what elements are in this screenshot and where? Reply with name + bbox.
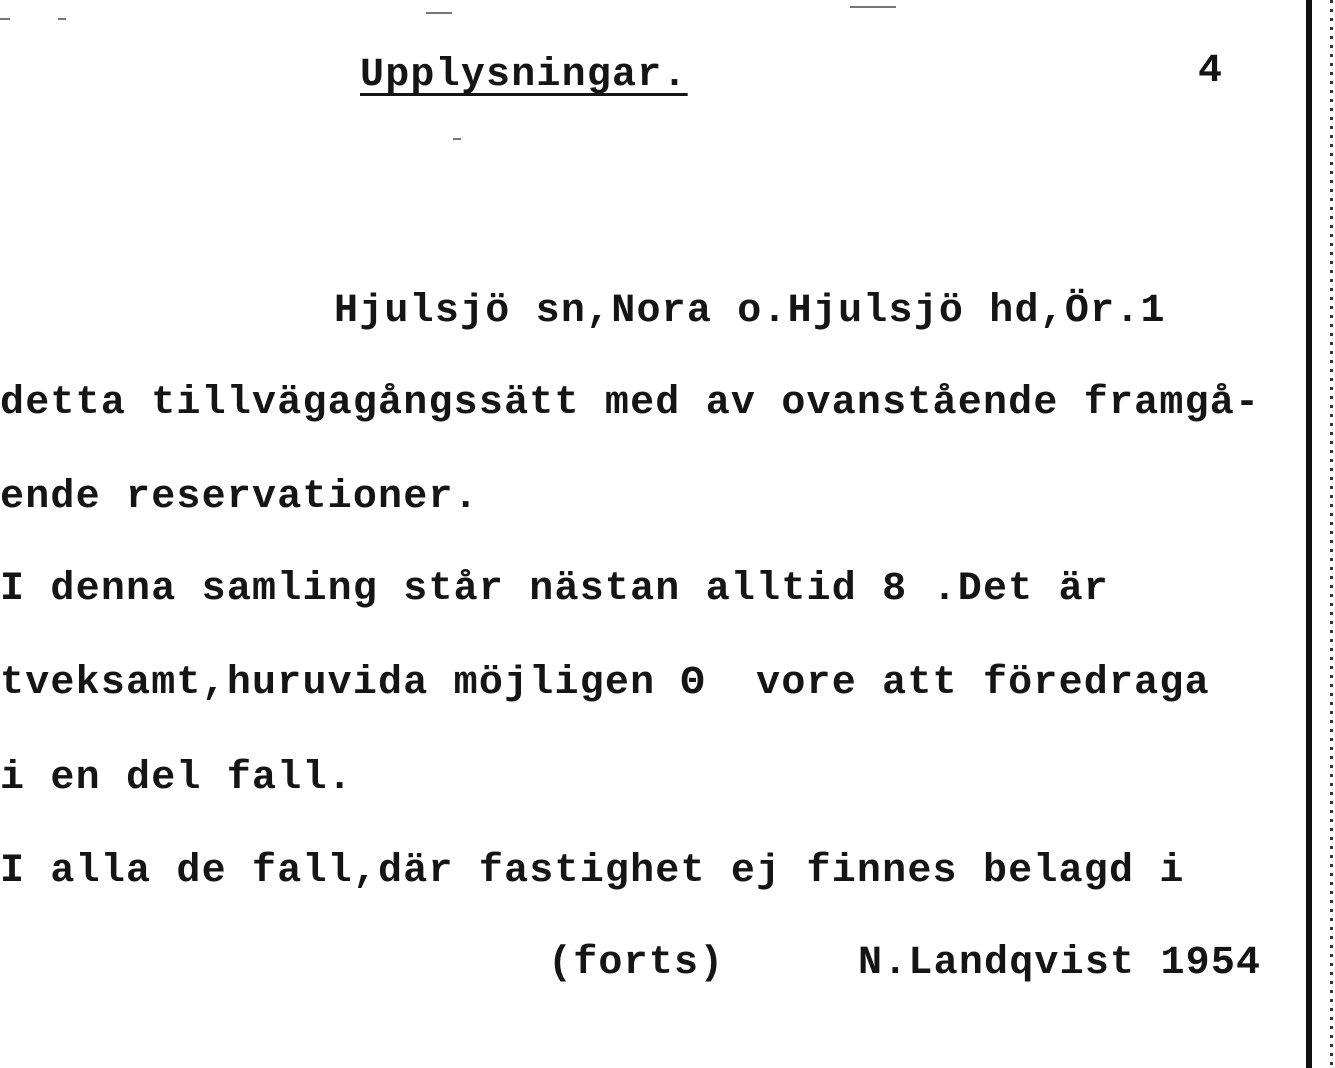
body-line-3: I denna samling står nästan alltid 8 .Det är	[0, 567, 1109, 612]
scan-speck	[0, 18, 10, 20]
body-line-4: tveksamt,huruvida möjligen Θ vore att föredraga	[0, 661, 1210, 706]
body-line-6: I alla de fall,där fastighet ej finnes belagd i	[0, 849, 1185, 894]
page-number: 4	[1198, 49, 1224, 94]
continuation-mark: (forts)	[548, 941, 725, 986]
scan-speck	[453, 138, 461, 140]
body-line-5: i en del fall.	[0, 756, 353, 801]
place-heading: Hjulsjö sn,Nora o.Hjulsjö hd,Ör.1	[334, 289, 1166, 334]
card-title: Upplysningar.	[360, 53, 688, 98]
body-line-2: ende reservationer.	[0, 475, 479, 520]
author-signature: N.Landqvist 1954	[858, 941, 1262, 986]
scan-speck	[850, 6, 896, 8]
body-line-1: detta tillvägagångssätt med av ovanstående framgå-	[0, 381, 1261, 426]
scan-speck	[58, 18, 66, 20]
card-edge-dots	[1330, 0, 1333, 1068]
card-edge-line	[1306, 0, 1312, 1068]
scan-speck	[426, 12, 452, 14]
